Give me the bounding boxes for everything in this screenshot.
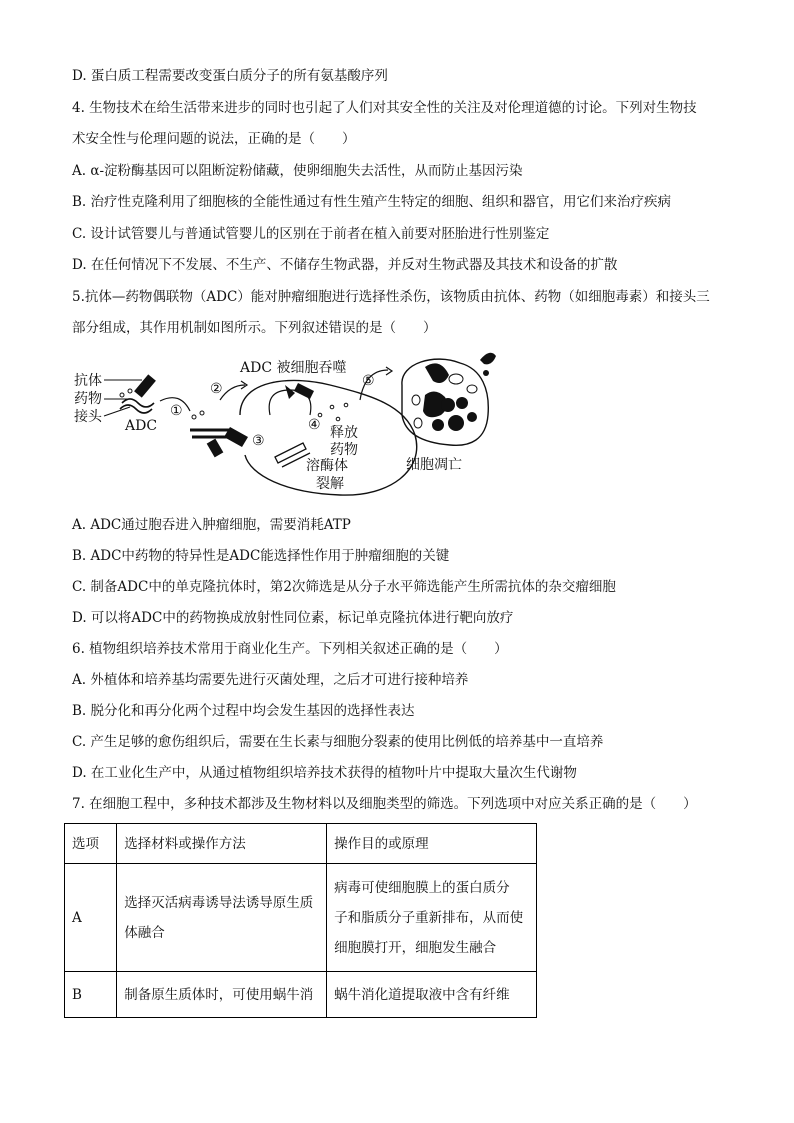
q6-option-d: D. 在工业化生产中，从通过植物组织培养技术获得的植物叶片中提取大量次生代谢物 [72, 765, 577, 781]
label-adc: ADC [125, 418, 158, 434]
step-3: ③ [252, 433, 265, 449]
q5-stem-line1: 5.抗体—药物偶联物（ADC）能对肿瘤细胞进行选择性杀伤，该物质由抗体、药物（如细胞毒素）和接头三 [72, 289, 710, 305]
q4-option-c: C. 设计试管婴儿与普通试管婴儿的区别在于前者在植入前要对胚胎进行性别鉴定 [72, 226, 550, 242]
label-linker: 接头 [74, 409, 102, 425]
q3-option-d: D. 蛋白质工程需要改变蛋白质分子的所有氨基酸序列 [72, 68, 388, 84]
row-a-purpose-line: 细胞膜打开，细胞发生融合 [334, 939, 497, 956]
row-a-method [117, 864, 327, 972]
row-a-option: A [65, 864, 117, 972]
q4-option-d: D. 在任何情况下不发展、不生产、不储存生物武器，并反对生物武器及其技术和设备的扩散 [72, 257, 618, 273]
q5-option-a: A. ADC通过胞吞进入肿瘤细胞，需要消耗ATP [72, 517, 351, 533]
label-release-2: 药物 [330, 442, 358, 458]
header-purpose: 操作目的或原理 [327, 824, 537, 864]
q6-option-a: A. 外植体和培养基均需要先进行灭菌处理，之后才可进行接种培养 [72, 672, 469, 688]
row-a-method-line: 体融合 [124, 924, 165, 941]
step-2: ② [210, 381, 223, 397]
q6-option-c: C. 产生足够的愈伤组织后，需要在生长素与细胞分裂素的使用比例低的培养基中一直培养 [72, 734, 604, 750]
label-lysosome-2: 裂解 [316, 476, 344, 492]
adc-receptor-complex [190, 411, 248, 457]
row-b-method: 制备原生质体时，可使用蜗牛消 [117, 972, 327, 1018]
row-b-purpose: 蜗牛消化道提取液中含有纤维 [327, 972, 537, 1018]
label-engulfed: ADC 被细胞吞噬 [240, 360, 347, 376]
adc-mechanism-figure [70, 345, 500, 505]
table-row [65, 864, 537, 972]
q4-option-a: A. α-淀粉酶基因可以阻断淀粉储藏，使卵细胞失去活性，从而防止基因污染 [72, 163, 523, 179]
label-drug: 药物 [74, 391, 102, 407]
q4-stem-line2: 术安全性与伦理问题的说法，正确的是（ ） [72, 131, 356, 147]
header-method: 选择材料或操作方法 [117, 824, 327, 864]
label-lysosome-1: 溶酶体 [306, 458, 348, 474]
table-row [65, 972, 537, 1018]
label-apoptosis: 细胞凋亡 [406, 457, 462, 473]
row-b-option: B [65, 972, 117, 1018]
row-a-method-line: 选择灭活病毒诱导法诱导原生质 [124, 894, 314, 911]
q7-stem: 7. 在细胞工程中，多种技术都涉及生物材料以及细胞类型的筛选。下列选项中对应关系正确的是（ ） [72, 796, 697, 812]
step-4: ④ [308, 417, 321, 433]
q4-option-b: B. 治疗性克隆利用了细胞核的全能性通过有性生殖产生特定的细胞、组织和器官，用它们来治疗疾病 [72, 194, 672, 210]
label-release-1: 释放 [330, 425, 358, 441]
q5-option-d: D. 可以将ADC中的药物换成放射性同位素，标记单克隆抗体进行靶向放疗 [72, 610, 514, 626]
row-a-purpose [327, 864, 537, 972]
q5-option-c: C. 制备ADC中的单克隆抗体时，第2次筛选是从分子水平筛选能产生所需抗体的杂交瘤细胞 [72, 579, 616, 595]
header-option: 选项 [65, 824, 117, 864]
apoptotic-cell [402, 353, 496, 446]
q5-option-b: B. ADC中药物的特异性是ADC能选择性作用于肿瘤细胞的关键 [72, 548, 450, 564]
q6-option-b: B. 脱分化和再分化两个过程中均会发生基因的选择性表达 [72, 703, 415, 719]
q7-options-table [64, 823, 537, 1018]
q6-stem: 6. 植物组织培养技术常用于商业化生产。下列相关叙述正确的是（ ） [72, 641, 508, 657]
q4-stem-line1: 4. 生物技术在给生活带来进步的同时也引起了人们对其安全性的关注及对伦理道德的讨论。下列对生物技 [72, 100, 697, 116]
step-1: ① [170, 403, 183, 419]
step-5: ⑤ [362, 373, 375, 389]
label-antibody: 抗体 [74, 373, 102, 389]
table-header-row [65, 824, 537, 864]
row-a-purpose-line: 子和脂质分子重新排布，从而使 [334, 909, 524, 926]
q5-stem-line2: 部分组成，其作用机制如图所示。下列叙述错误的是（ ） [72, 320, 437, 336]
row-a-purpose-line: 病毒可使细胞膜上的蛋白质分 [334, 879, 510, 896]
